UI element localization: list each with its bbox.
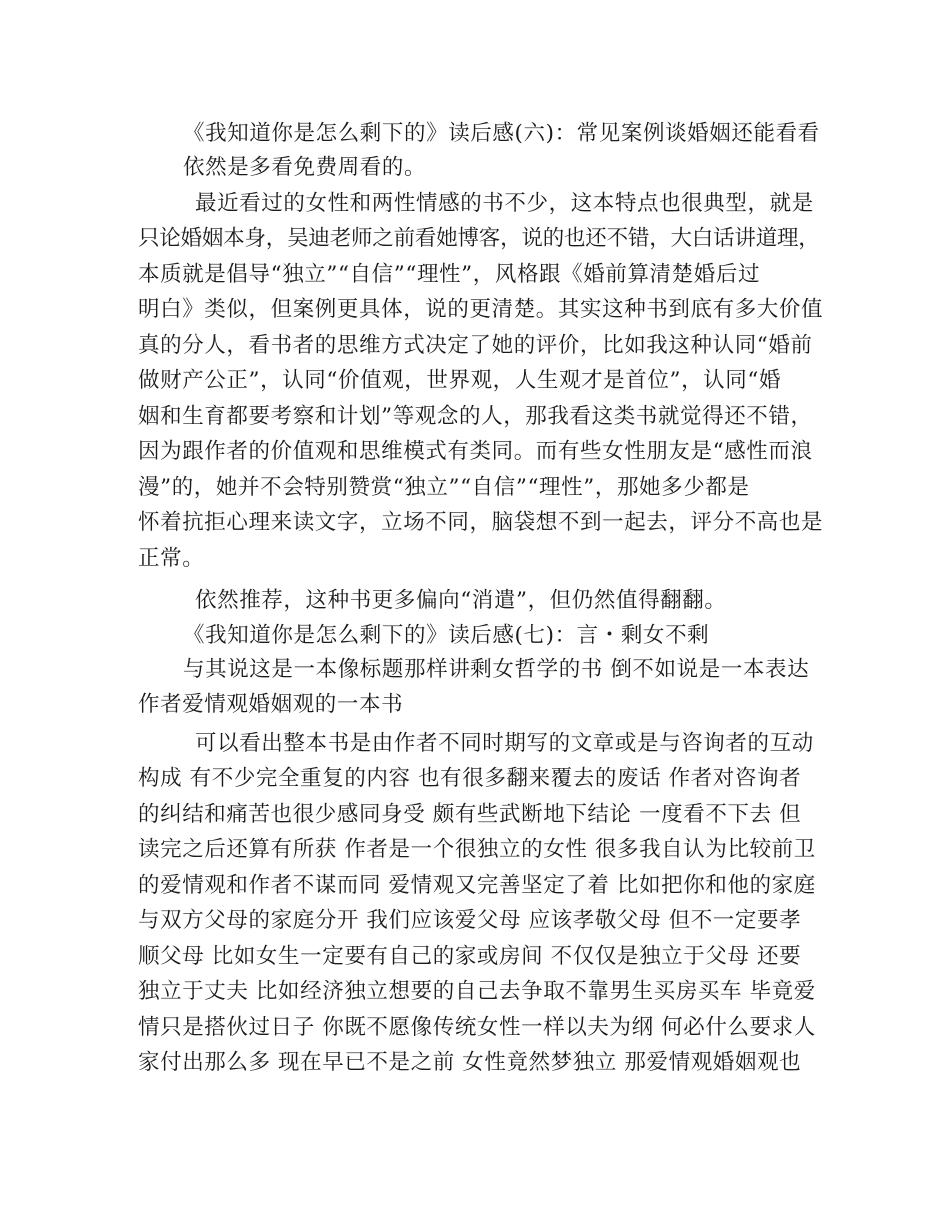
text-line: 的爱情观和作者不谋而同 爱情观又完善坚定了着 比如把你和他的家庭 — [138, 873, 816, 898]
text-line: 情只是搭伙过日子 你既不愿像传统女性一样以夫为纲 何必什么要求人 — [138, 1015, 816, 1040]
text-line: 正常。 — [138, 546, 205, 571]
text-line: 构成 有不少完全重复的内容 也有很多翻来覆去的废话 作者对咨询者 — [138, 766, 802, 791]
heading-line-6: 《我知道你是怎么剩下的》读后感(六)：常见案例谈婚姻还能看看 — [183, 121, 820, 146]
text-line: 最近看过的女性和两性情感的书不少，这本特点也很典型，就是 — [195, 191, 814, 216]
text-line: 家付出那么多 现在早已不是之前 女性竟然梦独立 那爱情观婚姻观也 — [138, 1050, 802, 1075]
text-line: 作者爱情观婚姻观的一本书 — [138, 692, 404, 717]
text-line: 漫”的，她并不会特别赞赏“独立”“自信”“理性”，那她多少都是 — [138, 475, 750, 500]
text-line: 姻和生育都要考察和计划”等观念的人，那我看这类书就觉得还不错， — [138, 404, 813, 429]
text-line: 怀着抗拒心理来读文字，立场不同，脑袋想不到一起去，评分不高也是 — [138, 510, 824, 535]
text-line: 独立于丈夫 比如经济独立想要的自己去争取不靠男生买房买车 毕竟爱 — [138, 979, 816, 1004]
text-line: 明白》类似，但案例更具体，说的更清楚。其实这种书到底有多大价值 — [138, 297, 824, 322]
text-line: 的纠结和痛苦也很少感同身受 颇有些武断地下结论 一度看不下去 但 — [138, 802, 802, 827]
text-line: 读完之后还算有所获 作者是一个很独立的女性 很多我自认为比较前卫 — [138, 837, 816, 862]
text-line: 依然是多看免费周看的。 — [183, 155, 427, 180]
text-line: 因为跟作者的价值观和思维模式有类同。而有些女性朋友是“感性而浪 — [138, 439, 813, 464]
text-line: 做财产公正”，认同“价值观，世界观，人生观才是首位”，认同“婚 — [138, 368, 782, 393]
text-line: 真的分人，看书者的思维方式决定了她的评价，比如我这种认同“婚前 — [138, 333, 813, 358]
heading-line-7: 《我知道你是怎么剩下的》读后感(七)：言・剩女不剩 — [183, 623, 710, 648]
text-line: 与双方父母的家庭分开 我们应该爱父母 应该孝敬父母 但不一定要孝 — [138, 908, 802, 933]
text-line: 只论婚姻本身，吴迪老师之前看她博客，说的也还不错，大白话讲道理， — [138, 226, 820, 251]
text-line: 与其说这是一本像标题那样讲剩女哲学的书 倒不如说是一本表达 — [183, 657, 810, 682]
text-line: 顺父母 比如女生一定要有自己的家或房间 不仅仅是独立于父母 还要 — [138, 944, 802, 969]
text-line: 可以看出整本书是由作者不同时期写的文章或是与咨询者的互动 — [195, 731, 814, 756]
text-line: 依然推荐，这种书更多偏向“消遣”，但仍然值得翻翻。 — [195, 588, 727, 613]
text-line: 本质就是倡导“独立”“自信”“理性”，风格跟《婚前算清楚婚后过 — [138, 262, 761, 287]
